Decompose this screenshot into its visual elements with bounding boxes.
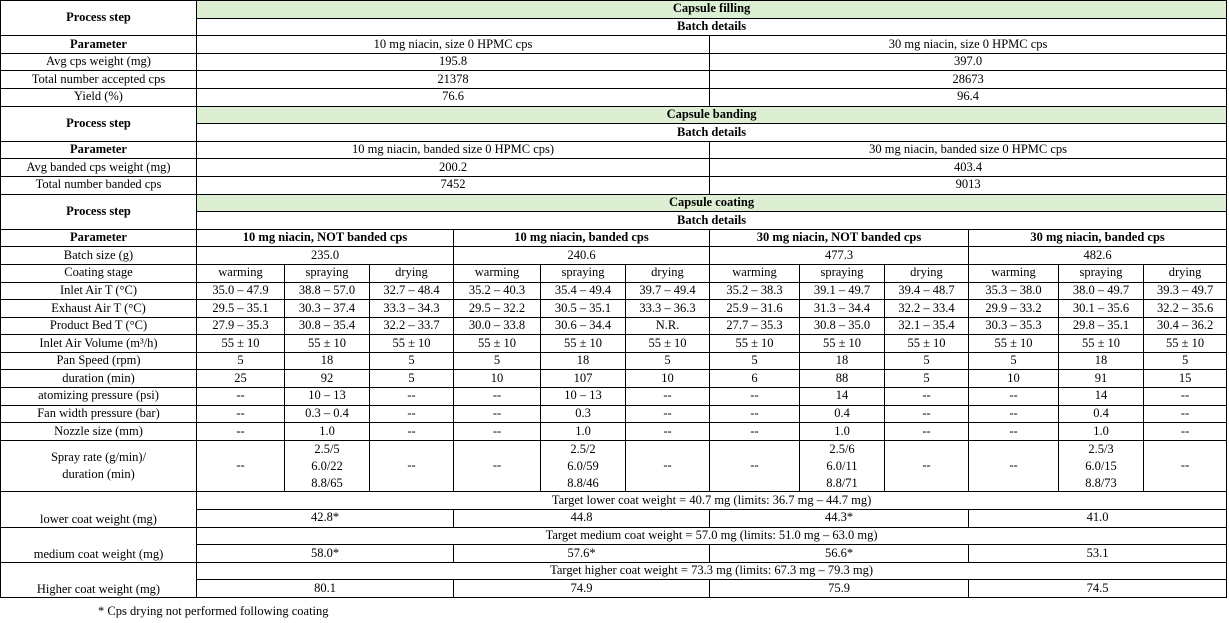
stage-cell: warming — [197, 264, 285, 282]
coating-row-pan-speed — [1, 352, 1227, 370]
value-cell: 30.8 – 35.4 — [285, 317, 370, 335]
value-cell: 35.0 – 47.9 — [197, 282, 285, 300]
value-cell: 55 ± 10 — [370, 335, 454, 353]
value-cell: 32.1 – 35.4 — [885, 317, 969, 335]
value-cell: 39.7 – 49.4 — [626, 282, 710, 300]
coating-process-step-cell: Process step — [1, 194, 197, 229]
coating-batch-size-row — [1, 247, 1227, 265]
value-cell: 53.1 — [969, 545, 1227, 563]
coating-batch-2: 10 mg niacin, banded cps — [454, 229, 710, 247]
value-cell: 1.0 — [541, 423, 626, 441]
row-label: Avg banded cps weight (mg) — [1, 159, 197, 177]
coating-section-row — [1, 194, 1227, 212]
filling-row-accepted-cps — [1, 71, 1227, 89]
coating-row-product-bed-t — [1, 317, 1227, 335]
value-cell: -- — [370, 423, 454, 441]
value-cell: -- — [885, 423, 969, 441]
value-cell: 5 — [370, 370, 454, 388]
value-cell: -- — [454, 423, 541, 441]
banding-row-avg-weight — [1, 159, 1227, 177]
value-cell: -- — [626, 440, 710, 492]
spray-value-line: 6.0/15 — [1085, 458, 1117, 473]
coating-row-fan-width-pressure — [1, 405, 1227, 423]
row-label: Total number banded cps — [1, 176, 197, 194]
row-label: Coating stage — [1, 264, 197, 282]
row-label: Product Bed T (°C) — [1, 317, 197, 335]
value-cell: 38.8 – 57.0 — [285, 282, 370, 300]
value-cell: -- — [1144, 440, 1227, 492]
value-cell: 88 — [800, 370, 885, 388]
coat-weight-higher-label: Higher coat weight (mg) — [1, 562, 197, 597]
row-label: Inlet Air T (°C) — [1, 282, 197, 300]
table-body — [1, 1, 1227, 598]
value-cell: 10 — [626, 370, 710, 388]
coating-batch-1: 10 mg niacin, NOT banded cps — [197, 229, 454, 247]
value-cell: 18 — [800, 352, 885, 370]
value-cell: 55 ± 10 — [1144, 335, 1227, 353]
row-label: Avg cps weight (mg) — [1, 53, 197, 71]
coating-batch-details: Batch details — [197, 212, 1227, 230]
value-cell: 14 — [1059, 388, 1144, 406]
banding-row-total-banded — [1, 176, 1227, 194]
value-cell: 195.8 — [197, 53, 710, 71]
spray-value-line: 2.5/2 — [570, 441, 596, 456]
value-cell: 92 — [285, 370, 370, 388]
value-cell: 29.5 – 32.2 — [454, 300, 541, 318]
filling-batch-2: 30 mg niacin, size 0 HPMC cps — [710, 36, 1227, 54]
value-cell: 25 — [197, 370, 285, 388]
value-cell: -- — [626, 423, 710, 441]
value-cell: 74.5 — [969, 580, 1227, 598]
spray-value-line: 6.0/59 — [567, 458, 599, 473]
value-cell: 41.0 — [969, 510, 1227, 528]
value-cell: 42.8* — [197, 510, 454, 528]
value-cell: 56.6* — [710, 545, 969, 563]
coat-weight-lower-target-row — [1, 492, 1227, 510]
value-cell: -- — [370, 388, 454, 406]
coat-weight-higher-target: Target higher coat weight = 73.3 mg (limits: 67.3 mg – 79.3 mg) — [197, 562, 1227, 580]
spray-value-line: 6.0/22 — [311, 458, 343, 473]
filling-parameter-row — [1, 36, 1227, 54]
value-cell: 25.9 – 31.6 — [710, 300, 800, 318]
value-cell: -- — [197, 388, 285, 406]
value-cell: 76.6 — [197, 88, 710, 106]
value-cell: 1.0 — [1059, 423, 1144, 441]
value-cell: 0.4 — [800, 405, 885, 423]
coating-stage-row — [1, 264, 1227, 282]
banding-batch-1: 10 mg niacin, banded size 0 HPMC cps) — [197, 141, 710, 159]
value-cell: 397.0 — [710, 53, 1227, 71]
stage-cell: drying — [370, 264, 454, 282]
spray-value-line: 2.5/3 — [1088, 441, 1114, 456]
value-cell: 10 – 13 — [285, 388, 370, 406]
value-cell: 5 — [197, 352, 285, 370]
value-cell: 29.8 – 35.1 — [1059, 317, 1144, 335]
coating-parameter-row — [1, 229, 1227, 247]
stage-cell: drying — [1144, 264, 1227, 282]
value-cell: 32.2 – 33.4 — [885, 300, 969, 318]
value-cell: 58.0* — [197, 545, 454, 563]
filling-parameter-header: Parameter — [1, 36, 197, 54]
filling-process-step-cell: Process step — [1, 1, 197, 36]
value-cell: -- — [885, 405, 969, 423]
banding-parameter-header: Parameter — [1, 141, 197, 159]
value-cell: 240.6 — [454, 247, 710, 265]
row-label: duration (min) — [1, 370, 197, 388]
value-cell: 96.4 — [710, 88, 1227, 106]
coating-row-nozzle-size — [1, 423, 1227, 441]
spray-value-line: 8.8/71 — [826, 475, 858, 490]
coat-weight-medium-target-row — [1, 527, 1227, 545]
value-cell: -- — [710, 440, 800, 492]
value-cell: -- — [1144, 388, 1227, 406]
value-cell: 35.2 – 38.3 — [710, 282, 800, 300]
value-cell: -- — [885, 388, 969, 406]
value-cell: 482.6 — [969, 247, 1227, 265]
coat-weight-lower-target: Target lower coat weight = 40.7 mg (limits: 36.7 mg – 44.7 mg) — [197, 492, 1227, 510]
value-cell: -- — [626, 388, 710, 406]
value-cell: 27.7 – 35.3 — [710, 317, 800, 335]
value-cell: 21378 — [197, 71, 710, 89]
value-cell: 403.4 — [710, 159, 1227, 177]
value-cell: -- — [197, 405, 285, 423]
spray-value-cell — [800, 440, 885, 492]
value-cell: -- — [454, 388, 541, 406]
value-cell: 0.4 — [1059, 405, 1144, 423]
coat-weight-higher-target-row — [1, 562, 1227, 580]
value-cell: 30.0 – 33.8 — [454, 317, 541, 335]
value-cell: 0.3 – 0.4 — [285, 405, 370, 423]
value-cell: 33.3 – 34.3 — [370, 300, 454, 318]
coating-row-inlet-air-t — [1, 282, 1227, 300]
value-cell: 39.1 – 49.7 — [800, 282, 885, 300]
value-cell: 74.9 — [454, 580, 710, 598]
banding-batch-details: Batch details — [197, 124, 1227, 142]
row-label: Nozzle size (mm) — [1, 423, 197, 441]
value-cell: -- — [710, 388, 800, 406]
stage-cell: spraying — [800, 264, 885, 282]
value-cell: 10 — [454, 370, 541, 388]
value-cell: 30.4 – 36.2 — [1144, 317, 1227, 335]
spray-value-line: 6.0/11 — [826, 458, 858, 473]
coat-weight-medium-target: Target medium coat weight = 57.0 mg (limits: 51.0 mg – 63.0 mg) — [197, 527, 1227, 545]
spray-value-line: 2.5/5 — [314, 441, 340, 456]
spray-value-cell — [285, 440, 370, 492]
value-cell: 32.2 – 33.7 — [370, 317, 454, 335]
coating-parameter-header: Parameter — [1, 229, 197, 247]
value-cell: 55 ± 10 — [626, 335, 710, 353]
value-cell: 29.9 – 33.2 — [969, 300, 1059, 318]
value-cell: 38.0 – 49.7 — [1059, 282, 1144, 300]
value-cell: 91 — [1059, 370, 1144, 388]
banding-batch-2: 30 mg niacin, banded size 0 HPMC cps — [710, 141, 1227, 159]
value-cell: 5 — [1144, 352, 1227, 370]
filling-section-title: Capsule filling — [197, 1, 1227, 19]
filling-batch-1: 10 mg niacin, size 0 HPMC cps — [197, 36, 710, 54]
footnote: * Cps drying not performed following coating — [98, 604, 329, 618]
coating-row-exhaust-air-t — [1, 300, 1227, 318]
value-cell: 57.6* — [454, 545, 710, 563]
value-cell: 55 ± 10 — [885, 335, 969, 353]
row-label: Fan width pressure (bar) — [1, 405, 197, 423]
value-cell: 35.2 – 40.3 — [454, 282, 541, 300]
spray-label-line-2: duration (min) — [62, 467, 135, 482]
spray-value-cell — [541, 440, 626, 492]
coating-batch-3: 30 mg niacin, NOT banded cps — [710, 229, 969, 247]
coat-weight-lower-label: lower coat weight (mg) — [1, 492, 197, 527]
spray-value-line: 2.5/6 — [829, 441, 855, 456]
stage-cell: drying — [885, 264, 969, 282]
row-label — [1, 440, 197, 492]
value-cell: -- — [1144, 405, 1227, 423]
value-cell: 55 ± 10 — [285, 335, 370, 353]
stage-cell: spraying — [541, 264, 626, 282]
value-cell: 235.0 — [197, 247, 454, 265]
value-cell: 0.3 — [541, 405, 626, 423]
value-cell: 107 — [541, 370, 626, 388]
row-label: Yield (%) — [1, 88, 197, 106]
value-cell: 27.9 – 35.3 — [197, 317, 285, 335]
spray-value-line: 8.8/46 — [567, 475, 599, 490]
value-cell: 477.3 — [710, 247, 969, 265]
value-cell: 5 — [969, 352, 1059, 370]
banding-section-title: Capsule banding — [197, 106, 1227, 124]
value-cell: -- — [969, 388, 1059, 406]
value-cell: N.R. — [626, 317, 710, 335]
value-cell: 39.3 – 49.7 — [1144, 282, 1227, 300]
value-cell: 75.9 — [710, 580, 969, 598]
value-cell: 80.1 — [197, 580, 454, 598]
spray-label-line-1: Spray rate (g/min)/ — [50, 450, 147, 465]
filling-section-row — [1, 1, 1227, 19]
value-cell: 5 — [885, 352, 969, 370]
row-label: Batch size (g) — [1, 247, 197, 265]
value-cell: 1.0 — [285, 423, 370, 441]
value-cell: -- — [197, 440, 285, 492]
value-cell: 32.7 – 48.4 — [370, 282, 454, 300]
value-cell: -- — [969, 423, 1059, 441]
value-cell: 32.2 – 35.6 — [1144, 300, 1227, 318]
banding-parameter-row — [1, 141, 1227, 159]
value-cell: -- — [710, 423, 800, 441]
spray-value-cell — [1059, 440, 1144, 492]
value-cell: 30.3 – 35.3 — [969, 317, 1059, 335]
value-cell: 9013 — [710, 176, 1227, 194]
value-cell: -- — [197, 423, 285, 441]
value-cell: -- — [969, 440, 1059, 492]
value-cell: -- — [885, 440, 969, 492]
value-cell: 10 – 13 — [541, 388, 626, 406]
value-cell: 18 — [285, 352, 370, 370]
value-cell: 200.2 — [197, 159, 710, 177]
value-cell: 55 ± 10 — [454, 335, 541, 353]
value-cell: 39.4 – 48.7 — [885, 282, 969, 300]
row-label: Inlet Air Volume (m³/h) — [1, 335, 197, 353]
coating-row-atomizing-pressure — [1, 388, 1227, 406]
value-cell: 14 — [800, 388, 885, 406]
stage-cell: warming — [454, 264, 541, 282]
coating-batch-4: 30 mg niacin, banded cps — [969, 229, 1227, 247]
value-cell: 55 ± 10 — [710, 335, 800, 353]
value-cell: 18 — [541, 352, 626, 370]
value-cell: 55 ± 10 — [800, 335, 885, 353]
value-cell: 55 ± 10 — [1059, 335, 1144, 353]
filling-row-yield — [1, 88, 1227, 106]
row-label: Pan Speed (rpm) — [1, 352, 197, 370]
coating-row-spray-rate — [1, 440, 1227, 492]
value-cell: 44.3* — [710, 510, 969, 528]
stage-cell: warming — [710, 264, 800, 282]
value-cell: -- — [370, 440, 454, 492]
spray-value-line: 8.8/73 — [1085, 475, 1117, 490]
value-cell: 29.5 – 35.1 — [197, 300, 285, 318]
value-cell: 55 ± 10 — [541, 335, 626, 353]
value-cell: -- — [454, 405, 541, 423]
value-cell: 7452 — [197, 176, 710, 194]
stage-cell: drying — [626, 264, 710, 282]
coating-row-duration — [1, 370, 1227, 388]
value-cell: -- — [626, 405, 710, 423]
value-cell: 33.3 – 36.3 — [626, 300, 710, 318]
value-cell: 30.6 – 34.4 — [541, 317, 626, 335]
value-cell: 44.8 — [454, 510, 710, 528]
stage-cell: warming — [969, 264, 1059, 282]
value-cell: 31.3 – 34.4 — [800, 300, 885, 318]
value-cell: -- — [370, 405, 454, 423]
banding-process-step-cell: Process step — [1, 106, 197, 141]
value-cell: 30.1 – 35.6 — [1059, 300, 1144, 318]
value-cell: 1.0 — [800, 423, 885, 441]
value-cell: -- — [710, 405, 800, 423]
row-label: Exhaust Air T (°C) — [1, 300, 197, 318]
value-cell: 5 — [885, 370, 969, 388]
value-cell: 5 — [710, 352, 800, 370]
spray-value-line: 8.8/65 — [311, 475, 343, 490]
value-cell: 18 — [1059, 352, 1144, 370]
filling-batch-details: Batch details — [197, 18, 1227, 36]
value-cell: 28673 — [710, 71, 1227, 89]
coating-row-inlet-air-volume — [1, 335, 1227, 353]
row-label: atomizing pressure (psi) — [1, 388, 197, 406]
value-cell: 35.4 – 49.4 — [541, 282, 626, 300]
value-cell: 30.8 – 35.0 — [800, 317, 885, 335]
value-cell: 5 — [454, 352, 541, 370]
coat-weight-medium-label: medium coat weight (mg) — [1, 527, 197, 562]
value-cell: -- — [1144, 423, 1227, 441]
value-cell: 55 ± 10 — [197, 335, 285, 353]
value-cell: 10 — [969, 370, 1059, 388]
value-cell: 30.3 – 37.4 — [285, 300, 370, 318]
value-cell: 55 ± 10 — [969, 335, 1059, 353]
value-cell: 5 — [370, 352, 454, 370]
value-cell: 15 — [1144, 370, 1227, 388]
stage-cell: spraying — [285, 264, 370, 282]
stage-cell: spraying — [1059, 264, 1144, 282]
value-cell: 5 — [626, 352, 710, 370]
value-cell: 30.5 – 35.1 — [541, 300, 626, 318]
value-cell: -- — [454, 440, 541, 492]
filling-row-cps-weight — [1, 53, 1227, 71]
banding-section-row — [1, 106, 1227, 124]
row-label: Total number accepted cps — [1, 71, 197, 89]
value-cell: 6 — [710, 370, 800, 388]
value-cell: -- — [969, 405, 1059, 423]
value-cell: 35.3 – 38.0 — [969, 282, 1059, 300]
coating-section-title: Capsule coating — [197, 194, 1227, 212]
